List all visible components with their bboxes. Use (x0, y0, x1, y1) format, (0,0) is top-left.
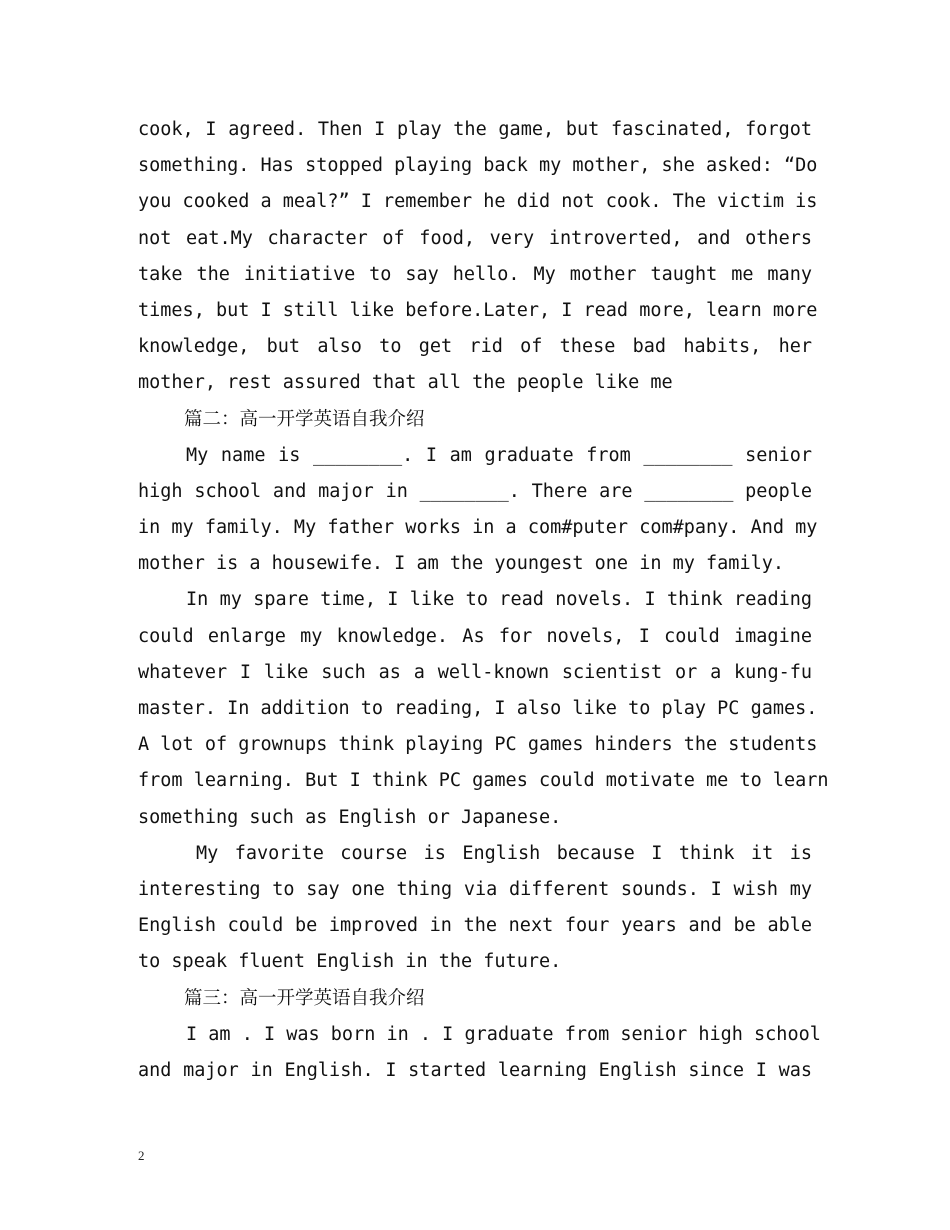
text-line: from learning. But I think PC games could motivate me to learn (138, 770, 829, 792)
document-body (138, 112, 829, 1089)
text-line: and major in English. I started learning English since I was (138, 1059, 812, 1081)
text-line: whatever I like such as a well-known scientist or a kung-fu (138, 661, 812, 683)
text-line: English could be improved in the next four years and be able (138, 915, 812, 937)
text-line: you cooked a meal?” I remember he did not cook. The victim is (138, 191, 818, 213)
text-line: could enlarge my knowledge. As for novels, I could imagine (138, 625, 812, 647)
text-line: not eat.My character of food, very introverted, and others (138, 227, 812, 249)
section-heading: 篇二：高一开学英语自我介绍 (184, 408, 425, 430)
text-line: A lot of grownups think playing PC games hinders the students (138, 734, 818, 756)
text-lines (138, 112, 829, 1089)
page-number: 2 (138, 1148, 145, 1163)
text-line: I am . I was born in . I graduate from senior high school (186, 1023, 821, 1045)
text-line: My name is ________. I am graduate from ________ senior (186, 444, 812, 466)
text-line: master. In addition to reading, I also like to play PC games. (138, 698, 818, 719)
text-line: My favorite course is English because I think it is (196, 842, 812, 864)
text-line: to speak fluent English in the future. (138, 951, 562, 973)
text-line: knowledge, but also to get rid of these bad habits, her (138, 336, 812, 358)
text-line: interesting to say one thing via different sounds. I wish my (138, 878, 812, 900)
text-line: in my family. My father works in a com#puter com#pany. And my (138, 517, 818, 539)
text-line: take the initiative to say hello. My mother taught me many (138, 263, 812, 285)
text-line: high school and major in ________. There are ________ people (138, 480, 812, 502)
text-line: something such as English or Japanese. (138, 806, 562, 828)
text-line: mother is a housewife. I am the youngest one in my family. (138, 553, 785, 575)
section-heading: 篇三：高一开学英语自我介绍 (184, 987, 425, 1009)
text-line: mother, rest assured that all the people like me (138, 372, 673, 394)
text-line: cook, I agreed. Then I play the game, but fascinated, forgot (138, 119, 812, 140)
text-line: something. Has stopped playing back my mother, she asked: “Do (138, 155, 818, 177)
text-line: times, but I still like before.Later, I read more, learn more (138, 299, 818, 321)
text-line: In my spare time, I like to read novels. I think reading (186, 589, 812, 611)
